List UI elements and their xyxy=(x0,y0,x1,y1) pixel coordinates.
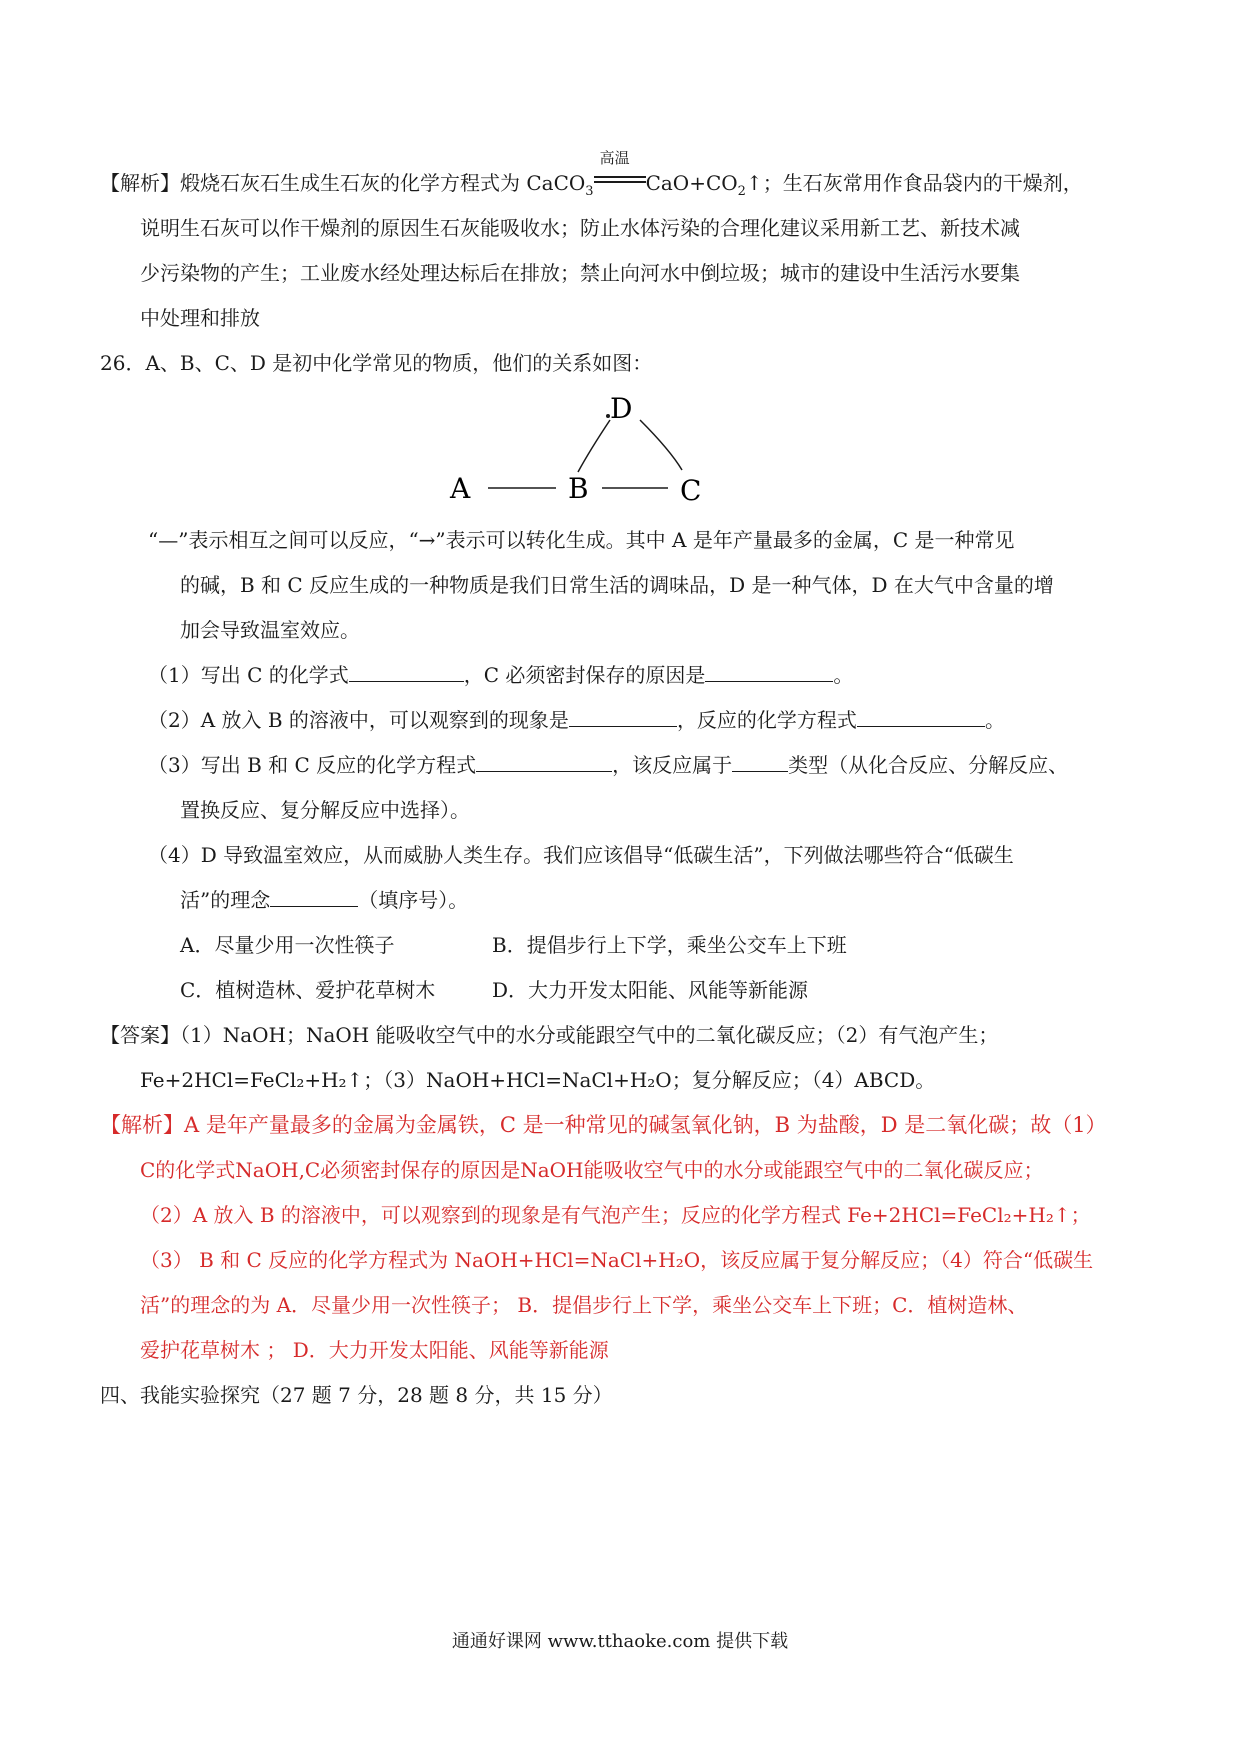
reaction-condition-sign: 高温 xyxy=(594,170,646,190)
analysis25-line1: 【解析】煅烧石灰石生成生石灰的化学方程式为 CaCO$_3$ 高温 $CaO+CO_2↑$；生石灰常用作食品袋内的干燥剂， xyxy=(100,149,1083,199)
analysis26-line6: 爱护花草树木 ； D．大力开发太阳能、风能等新能源 xyxy=(140,1338,609,1362)
analysis-tag: 【解析】 xyxy=(100,171,180,195)
q26-part4-cont: 活”的理念 （填序号）。 xyxy=(180,888,469,912)
diagram-dot xyxy=(606,414,610,418)
q26-option-c: C．植树造林、爱护花草树木 xyxy=(180,978,436,1002)
analysis26-line4: （3） B 和 C 反应的化学方程式为 NaOH+HCl=NaCl+H₂O，该反应属于复分解反应；（4）符合“低碳生 xyxy=(140,1248,1094,1272)
answer-blank-7[interactable] xyxy=(270,886,358,907)
analysis26-line1: 【解析】A 是年产量最多的金属为金属铁，C 是一种常见的碱氢氧化钠，B 为盐酸，D 是二氧化碳；故（1） xyxy=(100,1113,1107,1137)
diagram-label-c: C xyxy=(680,474,702,507)
q26-desc-line3: 加会导致温室效应。 xyxy=(180,618,360,642)
diagram-curve-d-b xyxy=(578,420,610,472)
analysis25-line2: 说明生石灰可以作干燥剂的原因生石灰能吸收水；防止水体污染的合理化建议采用新工艺、新技术减 xyxy=(140,216,1020,240)
answer-blank-6[interactable] xyxy=(732,751,788,772)
answer-blank-2[interactable] xyxy=(705,661,833,682)
analysis26-line5: 活”的理念的为 A．尽量少用一次性筷子； B．提倡步行上下学，乘坐公交车上下班；C．植树造林、 xyxy=(140,1293,1028,1317)
q26-desc-line2: 的碱，B 和 C 反应生成的一种物质是我们日常生活的调味品，D 是一种气体，D 在大气中含量的增 xyxy=(180,573,1054,597)
answer-tag: 【答案】 xyxy=(100,1023,180,1047)
diagram-label-b: B xyxy=(568,472,589,505)
analysis26-line3: （2）A 放入 B 的溶液中，可以观察到的现象是有气泡产生；反应的化学方程式 Fe+2HCl=FeCl₂+H₂↑； xyxy=(140,1203,1091,1227)
answer-blank-4[interactable] xyxy=(857,706,985,727)
q26-part4: （4）D 导致温室效应，从而威胁人类生存。我们应该倡导“低碳生活”，下列做法哪些符合“低碳生 xyxy=(148,843,1014,867)
answer26-line1: 【答案】（1）NaOH；NaOH 能吸收空气中的水分或能跟空气中的二氧化碳反应；（2）有气泡产生； xyxy=(100,1023,999,1047)
analysis-tag: 【解析】 xyxy=(100,1113,184,1137)
analysis25-line4: 中处理和排放 xyxy=(140,306,260,330)
q26-part2: （2）A 放入 B 的溶液中，可以观察到的现象是 ，反应的化学方程式 。 xyxy=(148,708,1005,732)
q26-part1: （1）写出 C 的化学式 ，C 必须密封保存的原因是 。 xyxy=(148,663,854,687)
answer-blank-1[interactable] xyxy=(349,661,464,682)
diagram-curve-d-c xyxy=(640,420,682,470)
q26-option-b: B．提倡步行上下学，乘坐公交车上下班 xyxy=(492,933,847,957)
q26-part3-cont: 置换反应、复分解反应中选择）。 xyxy=(180,798,470,822)
q26-stem: 26．A、B、C、D 是初中化学常见的物质，他们的关系如图： xyxy=(100,351,653,375)
q26-part3: （3）写出 B 和 C 反应的化学方程式 ，该反应属于 类型（从化合反应、分解反应、 xyxy=(148,753,1069,777)
analysis26-line2: C的化学式NaOH,C必须密封保存的原因是NaOH能吸收空气中的水分或能跟空气中的二氧化碳反应； xyxy=(140,1158,1044,1182)
diagram-label-d: D xyxy=(610,392,633,425)
analysis25-line3: 少污染物的产生；工业废水经处理达标后在排放；禁止向河水中倒垃圾；城市的建设中生活污水要集 xyxy=(140,261,1020,285)
answer-blank-3[interactable] xyxy=(569,706,677,727)
page-footer: 通通好课网 www.tthaoke.com 提供下载 xyxy=(451,1631,789,1652)
answer26-line2: Fe+2HCl=FeCl₂+H₂↑；（3）NaOH+HCl=NaCl+H₂O；复分解反应；（4）ABCD。 xyxy=(140,1068,936,1092)
section-heading: 四、我能实验探究（27 题 7 分，28 题 8 分，共 15 分） xyxy=(100,1383,613,1407)
q26-option-d: D．大力开发太阳能、风能等新能源 xyxy=(492,978,809,1002)
relationship-diagram xyxy=(430,390,750,530)
q26-option-a: A．尽量少用一次性筷子 xyxy=(180,933,395,957)
q26-desc-line1: “—”表示相互之间可以反应，“→”表示可以转化生成。其中 A 是年产量最多的金属，C 是一种常见 xyxy=(148,528,1015,552)
answer-blank-5[interactable] xyxy=(476,751,612,772)
diagram-label-a: A xyxy=(450,472,471,505)
